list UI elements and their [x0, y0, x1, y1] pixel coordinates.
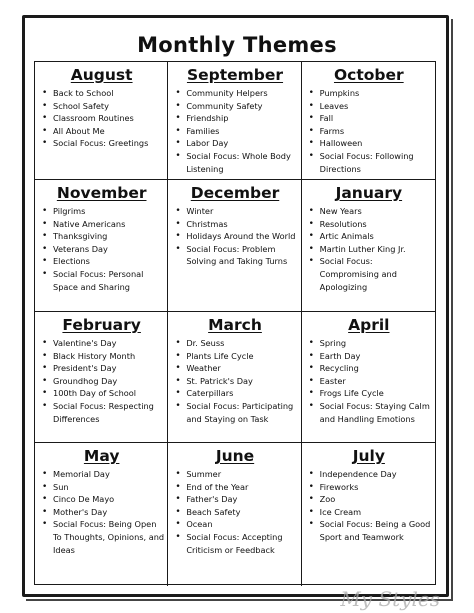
theme-item: • Fall	[308, 112, 432, 125]
theme-item: • Friendship	[174, 112, 297, 125]
theme-list	[172, 87, 297, 175]
theme-item: • Cinco De Mayo	[41, 493, 164, 506]
theme-item: • Ocean	[174, 518, 297, 531]
theme-item: • Valentine's Day	[41, 337, 164, 350]
month-title: September	[186, 66, 284, 84]
theme-item: • Easter	[308, 375, 432, 388]
theme-item: • Groundhog Day	[41, 375, 164, 388]
theme-item: • Beach Safety	[174, 506, 297, 519]
theme-item: • Plants Life Cycle	[174, 350, 297, 363]
theme-item: • End of the Year	[174, 481, 297, 494]
month-cell-june	[168, 443, 301, 586]
theme-item: • 100th Day of School	[41, 387, 164, 400]
theme-list	[306, 337, 432, 425]
theme-item: • Recycling	[308, 362, 432, 375]
theme-item: • Holidays Around the World	[174, 230, 297, 243]
theme-item: • Social Focus: Problem Solving and Taking Turns	[174, 243, 297, 268]
theme-list	[306, 468, 432, 544]
theme-list	[172, 468, 297, 556]
month-title: March	[208, 316, 262, 334]
themes-grid	[34, 61, 436, 585]
theme-item: • Resolutions	[308, 218, 432, 231]
theme-list	[172, 205, 297, 268]
theme-item: • Native Americans	[41, 218, 164, 231]
month-cell-january	[302, 180, 435, 312]
month-title: August	[70, 66, 133, 84]
theme-item: • Black History Month	[41, 350, 164, 363]
theme-item: • Summer	[174, 468, 297, 481]
theme-item: • Ice Cream	[308, 506, 432, 519]
month-title: December	[190, 184, 280, 202]
month-cell-july	[302, 443, 435, 586]
theme-item: • Memorial Day	[41, 468, 164, 481]
theme-item: • Social Focus: Whole Body Listening	[174, 150, 297, 175]
theme-item: • Community Helpers	[174, 87, 297, 100]
theme-item: • Social Focus: Being a Good Sport and Teamwork	[308, 518, 432, 543]
theme-item: • Halloween	[308, 137, 432, 150]
theme-item: • Father's Day	[174, 493, 297, 506]
theme-item: • Social Focus: Compromising and Apologizing	[308, 255, 432, 293]
theme-item: • Frogs Life Cycle	[308, 387, 432, 400]
theme-item: • Social Focus: Participating and Staying on Task	[174, 400, 297, 425]
theme-item: • Social Focus: Following Directions	[308, 150, 432, 175]
month-cell-august	[35, 62, 168, 180]
theme-list	[39, 87, 164, 150]
theme-item: • Earth Day	[308, 350, 432, 363]
theme-item: • Labor Day	[174, 137, 297, 150]
month-title: January	[335, 184, 403, 202]
month-title: May	[83, 447, 120, 465]
month-cell-november	[35, 180, 168, 312]
month-cell-october	[302, 62, 435, 180]
theme-list	[306, 205, 432, 293]
theme-item: • Thanksgiving	[41, 230, 164, 243]
theme-item: • Social Focus: Personal Space and Sharing	[41, 268, 164, 293]
theme-item: • Families	[174, 125, 297, 138]
theme-item: • Fireworks	[308, 481, 432, 494]
theme-item: • Martin Luther King Jr.	[308, 243, 432, 256]
theme-item: • Social Focus: Being Open To Thoughts, Opinions, and Ideas	[41, 518, 164, 556]
theme-item: • Classroom Routines	[41, 112, 164, 125]
theme-item: • Pilgrims	[41, 205, 164, 218]
theme-item: • President's Day	[41, 362, 164, 375]
theme-item: • Elections	[41, 255, 164, 268]
theme-item: • New Years	[308, 205, 432, 218]
page-title: Monthly Themes	[137, 33, 337, 57]
month-cell-march	[168, 312, 301, 443]
month-cell-april	[302, 312, 435, 443]
month-title: February	[62, 316, 141, 334]
theme-item: • St. Patrick's Day	[174, 375, 297, 388]
month-cell-september	[168, 62, 301, 180]
theme-item: • Christmas	[174, 218, 297, 231]
theme-item: • Veterans Day	[41, 243, 164, 256]
theme-item: • School Safety	[41, 100, 164, 113]
month-title: November	[56, 184, 147, 202]
theme-list	[306, 87, 432, 175]
theme-item: • All About Me	[41, 125, 164, 138]
theme-item: • Leaves	[308, 100, 432, 113]
theme-item: • Caterpillars	[174, 387, 297, 400]
watermark: My Styles	[340, 587, 440, 611]
theme-item: • Dr. Seuss	[174, 337, 297, 350]
theme-list	[172, 337, 297, 425]
theme-item: • Social Focus: Respecting Differences	[41, 400, 164, 425]
month-title: June	[215, 447, 255, 465]
theme-item: • Sun	[41, 481, 164, 494]
month-cell-december	[168, 180, 301, 312]
month-title: October	[333, 66, 404, 84]
theme-item: • Spring	[308, 337, 432, 350]
theme-list	[39, 468, 164, 556]
theme-item: • Back to School	[41, 87, 164, 100]
theme-item: • Zoo	[308, 493, 432, 506]
month-title: April	[348, 316, 390, 334]
theme-item: • Independence Day	[308, 468, 432, 481]
theme-item: • Social Focus: Staying Calm and Handling Emotions	[308, 400, 432, 425]
theme-item: • Community Safety	[174, 100, 297, 113]
theme-item: • Artic Animals	[308, 230, 432, 243]
theme-item: • Mother's Day	[41, 506, 164, 519]
theme-item: • Social Focus: Accepting Criticism or Feedback	[174, 531, 297, 556]
month-cell-february	[35, 312, 168, 443]
month-title: July	[352, 447, 385, 465]
theme-item: • Farms	[308, 125, 432, 138]
theme-list	[39, 205, 164, 293]
theme-item: • Weather	[174, 362, 297, 375]
theme-item: • Winter	[174, 205, 297, 218]
theme-item: • Social Focus: Greetings	[41, 137, 164, 150]
theme-item: • Pumpkins	[308, 87, 432, 100]
month-cell-may	[35, 443, 168, 586]
theme-list	[39, 337, 164, 425]
